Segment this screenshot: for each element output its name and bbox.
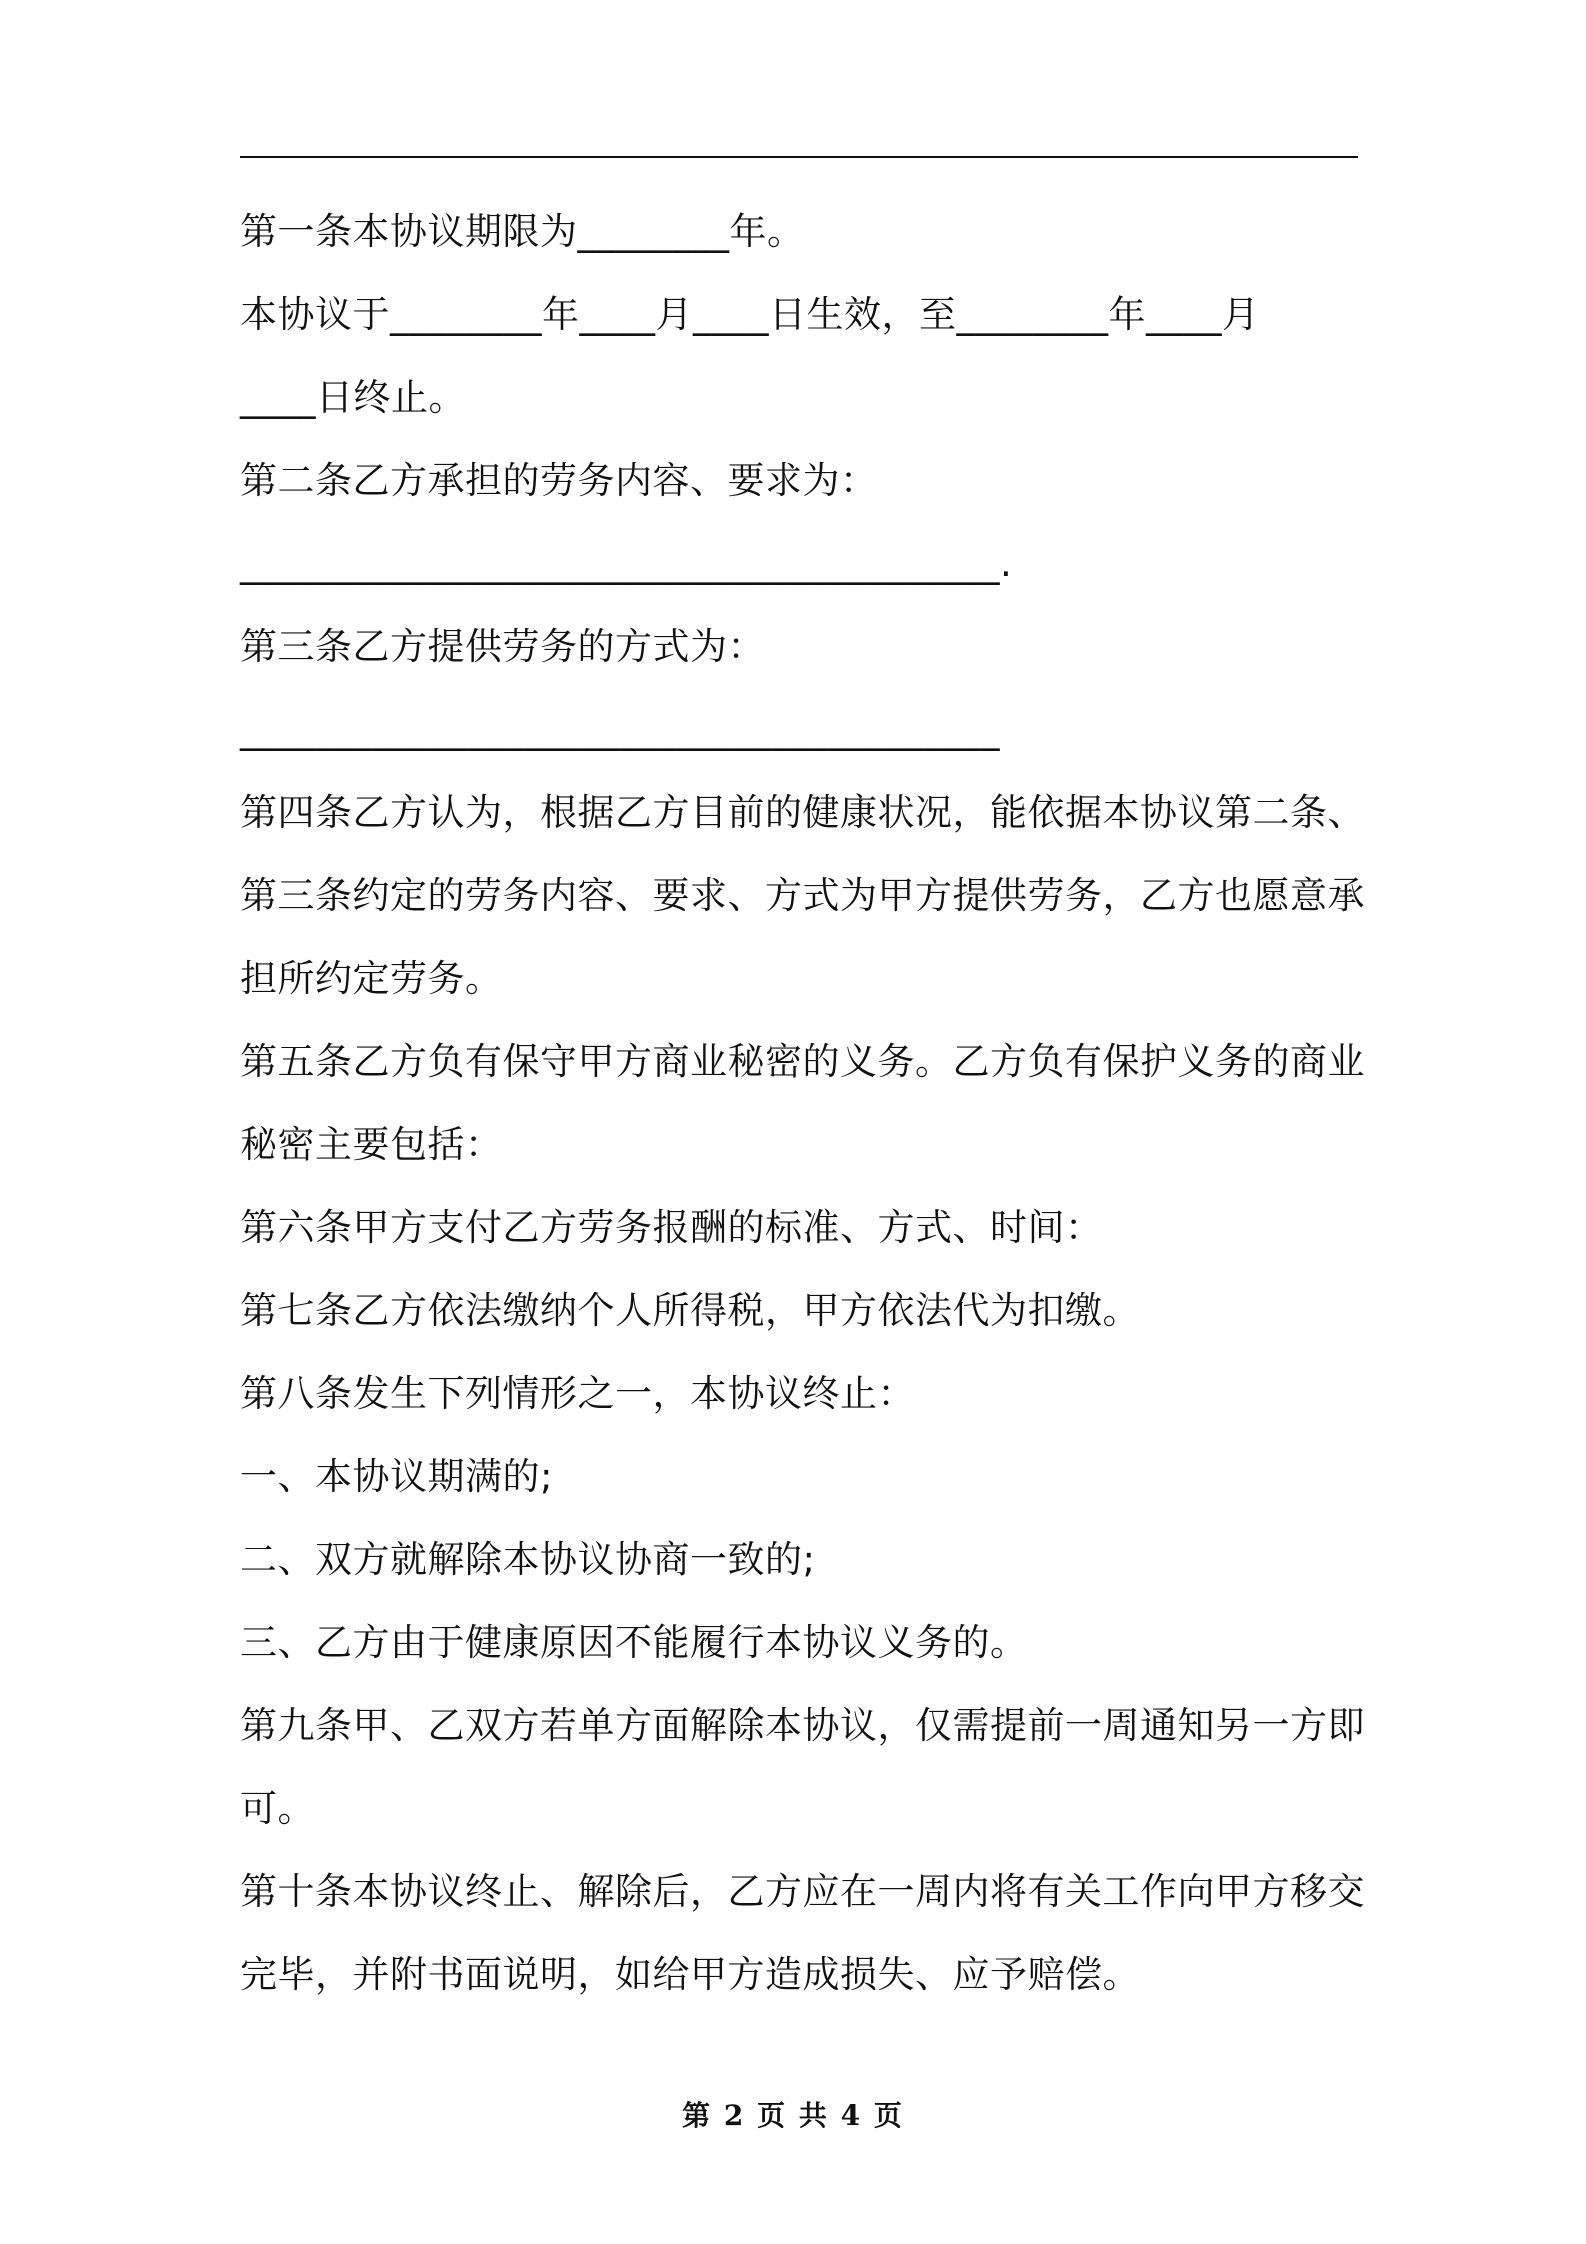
text-line: 秘密主要包括：: [240, 1123, 503, 1166]
text-line: 担所约定劳务。: [240, 957, 503, 1000]
text-line: 完毕，并附书面说明，如给甲方造成损失、应予赔偿。: [240, 1953, 1140, 1996]
text-line: 第三条约定的劳务内容、要求、方式为甲方提供劳务，乙方也愿意承: [240, 874, 1365, 917]
text-line: 第十条本协议终止、解除后，乙方应在一周内将有关工作向甲方移交: [240, 1870, 1365, 1913]
text-line: 第三条乙方提供劳务的方式为：: [240, 625, 765, 668]
header-rule: [240, 156, 1358, 158]
text-line: 第一条本协议期限为________年。: [240, 210, 805, 253]
text-line: 第八条发生下列情形之一，本协议终止：: [240, 1372, 915, 1415]
text-line: 第五条乙方负有保守甲方商业秘密的义务。乙方负有保护义务的商业: [240, 1040, 1365, 1083]
text-line: 二、双方就解除本协议协商一致的;: [240, 1538, 816, 1581]
text-line: ________________________________________.: [240, 542, 1013, 585]
text-line: 一、本协议期满的;: [240, 1455, 553, 1498]
text-line: 可。: [240, 1787, 315, 1830]
page-number: 第 2 页 共 4 页: [682, 2099, 904, 2132]
text-line: 第四条乙方认为，根据乙方目前的健康状况，能依据本协议第二条、: [240, 791, 1365, 834]
text-line: 第二条乙方承担的劳务内容、要求为：: [240, 459, 878, 502]
text-line: 第六条甲方支付乙方劳务报酬的标准、方式、时间：: [240, 1206, 1103, 1249]
document-body: [240, 190, 1365, 2016]
text-line: ________________________________________: [240, 708, 1000, 751]
text-line: 第九条甲、乙双方若单方面解除本协议，仅需提前一周通知另一方即: [240, 1704, 1365, 1747]
text-line: 本协议于________年____月____日生效，至________年____月: [240, 293, 1260, 336]
text-line: 第七条乙方依法缴纳个人所得税，甲方依法代为扣缴。: [240, 1289, 1140, 1332]
text-line: ____日终止。: [240, 376, 466, 419]
text-line: 三、乙方由于健康原因不能履行本协议义务的。: [240, 1621, 1028, 1664]
